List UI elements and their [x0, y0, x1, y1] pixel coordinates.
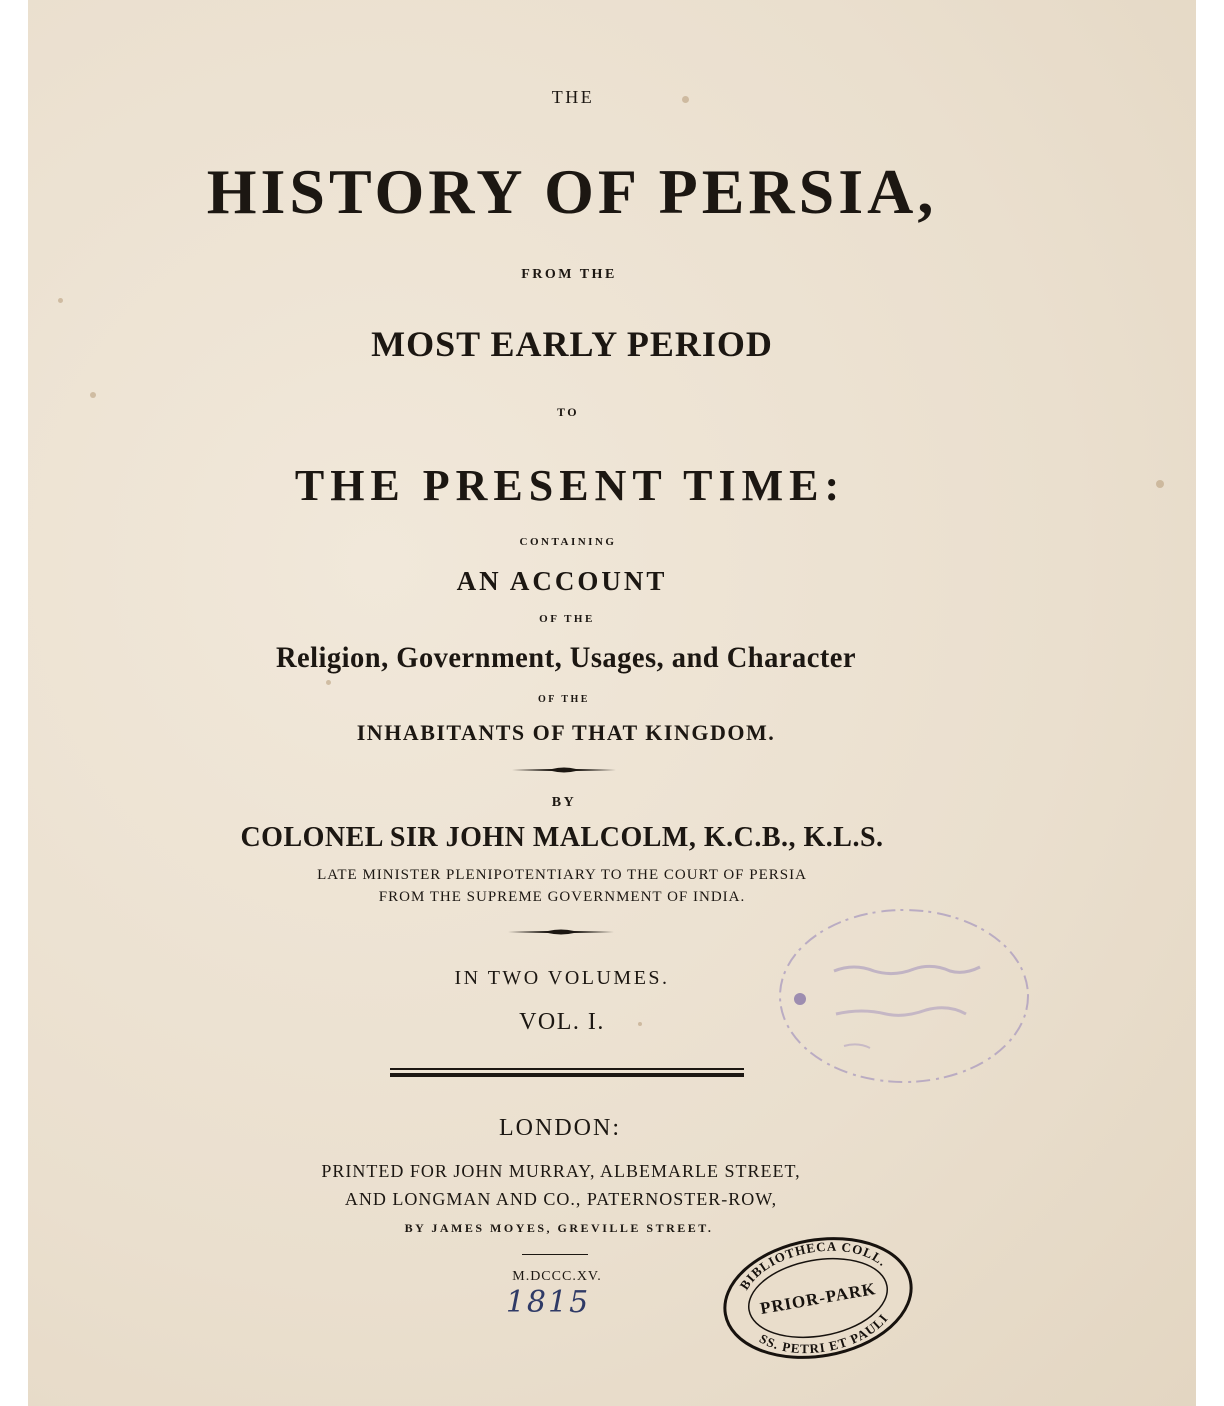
present-time-text: THE PRESENT TIME:	[294, 461, 846, 510]
printed-for-line-2: AND LONGMAN AND CO., PATERNOSTER-ROW,	[344, 1189, 778, 1209]
foxing-spot	[1156, 480, 1164, 488]
title-page	[28, 0, 1196, 1406]
place-of-publication: LONDON:	[499, 1115, 621, 1141]
of-the-text-2: OF THE	[538, 694, 590, 705]
short-rule	[522, 1254, 588, 1255]
foxing-spot	[638, 1022, 642, 1026]
double-rule	[390, 1068, 744, 1070]
to-text: TO	[556, 405, 580, 419]
ornamental-rule	[512, 764, 616, 776]
containing-text: CONTAINING	[519, 536, 617, 548]
stamp-center-text: PRIOR-PARK	[758, 1278, 878, 1319]
foxing-spot	[58, 298, 63, 303]
of-the-text-1: OF THE	[539, 613, 595, 625]
volume-number: VOL. I.	[519, 1009, 605, 1035]
ornamental-rule	[508, 926, 614, 938]
library-stamp	[720, 1236, 916, 1360]
foxing-spot	[90, 392, 96, 398]
volumes-text: IN TWO VOLUMES.	[454, 967, 670, 989]
title-the: THE	[551, 87, 595, 107]
author-role-line-1: LATE MINISTER PLENIPOTENTIARY TO THE COURT OF PERSIA	[317, 867, 807, 883]
double-rule	[390, 1073, 744, 1077]
main-title: HISTORY OF PERSIA,	[206, 156, 938, 227]
faded-receipt-stamp	[774, 896, 1054, 1096]
subjects-text: Religion, Government, Usages, and Character	[275, 641, 857, 674]
foxing-spot	[326, 680, 331, 685]
an-account-text: AN ACCOUNT	[456, 566, 668, 596]
inhabitants-text: INHABITANTS OF THAT KINGDOM.	[356, 720, 776, 745]
early-period-text: MOST EARLY PERIOD	[371, 324, 773, 364]
foxing-spot	[682, 96, 689, 103]
from-the-text: FROM THE	[521, 267, 617, 282]
author-role-line-2: FROM THE SUPREME GOVERNMENT OF INDIA.	[378, 889, 746, 905]
author-name: COLONEL SIR JOHN MALCOLM, K.C.B., K.L.S.	[240, 822, 884, 853]
stamp-top-text: BIBLIOTHECA COLL.	[736, 1238, 891, 1293]
handwritten-date: 1815	[505, 1285, 591, 1320]
printed-for-line-1: PRINTED FOR JOHN MURRAY, ALBEMARLE STREET,	[321, 1161, 801, 1181]
roman-date: M.DCCC.XV.	[512, 1269, 602, 1284]
printer-text: BY JAMES MOYES, GREVILLE STREET.	[404, 1221, 714, 1235]
stamp-bottom-text: SS. PETRI ET PAULI	[756, 1310, 892, 1357]
by-text: BY	[551, 795, 577, 810]
